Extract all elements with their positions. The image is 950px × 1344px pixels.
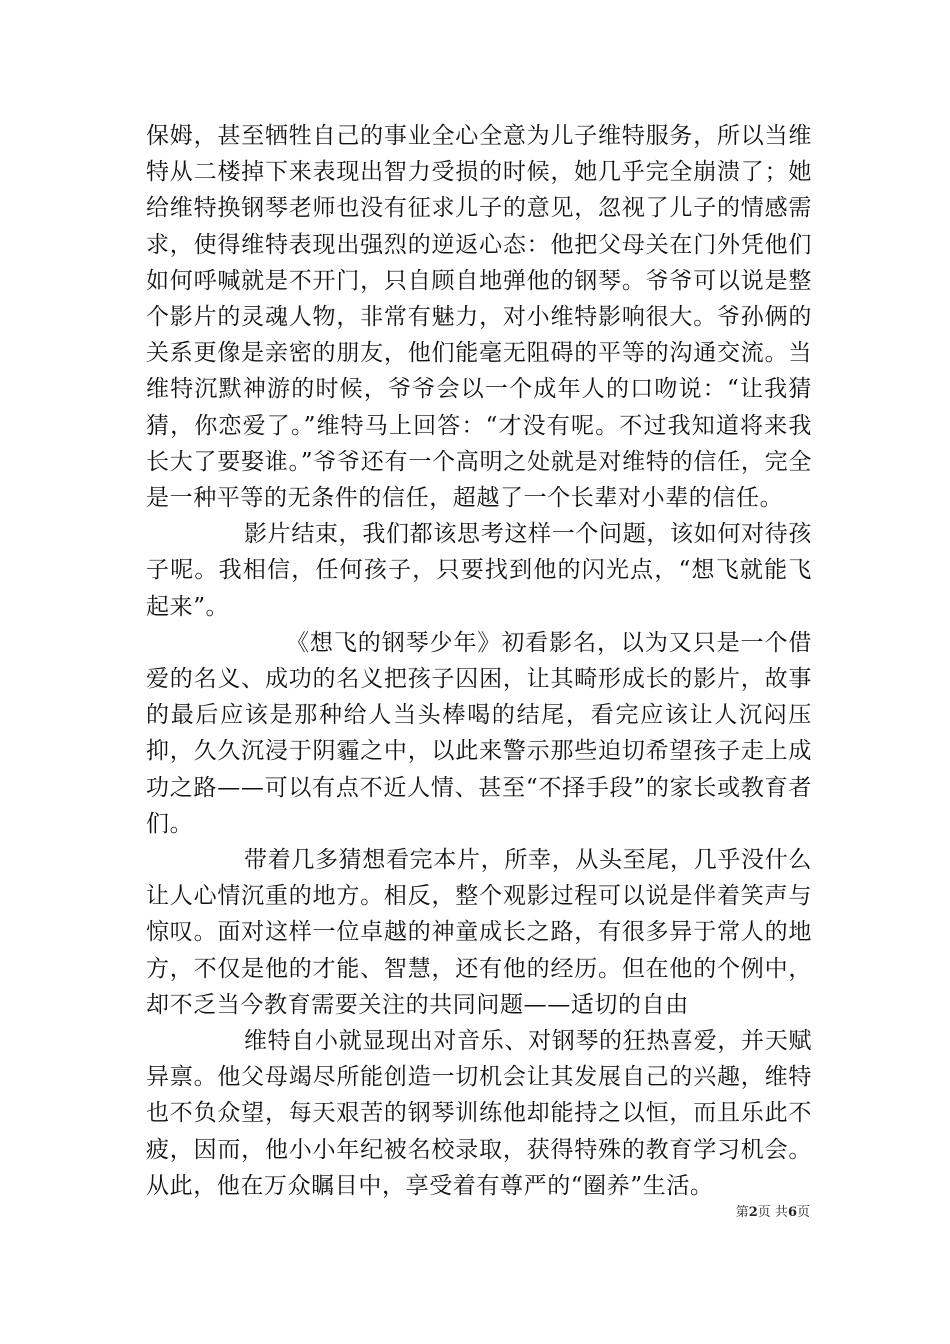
paragraph-5: 维特自小就显现出对音乐、对钢琴的狂热喜爱，并天赋异禀。他父母竭尽所能创造一切机会让其发展自己的兴趣，维特也不负众望，每天艰苦的钢琴训练他却能持之以恒，而且乐此不疲，因而，他小小年纪被名校录取，获得特殊的教育学习机会。从此，他在万众瞩目中，享受着有尊严的“圈养”生活。 — [146, 1028, 812, 1199]
footer-prefix: 第 — [735, 1205, 749, 1220]
paragraph-2: 影片结束，我们都该思考这样一个问题，该如何对待孩子呢。我相信，任何孩子，只要找到他的闪光点，“想飞就能飞起来”。 — [146, 521, 812, 620]
footer-total-pages: 6 — [787, 1205, 797, 1220]
paragraph-1: 保姆，甚至牺牲自己的事业全心全意为儿子维特服务，所以当维特从二楼掉下来表现出智力受损的时候，她几乎完全崩溃了；她给维特换钢琴老师也没有征求儿子的意见，忽视了儿子的情感需求，使得维特表现出强烈的逆返心态：他把父母关在门外凭他们如何呼喊就是不开门，只自顾自地弹他的钢琴。爷爷可以说是整个影片的灵魂人物，非常有魅力，对小维特影响很大。爷孙俩的关系更像是亲密的朋友，他们能毫无阻碍的平等的沟通交流。当维特沉默神游的时候，爷爷会以一个成年人的口吻说：“让我猜猜，你恋爱了。”维特马上回答：“才没有呢。不过我知道将来我长大了要娶谁。”爷爷还有一个高明之处就是对维特的信任，完全是一种平等的无条件的信任，超越了一个长辈对小辈的信任。 — [146, 123, 812, 512]
page-footer — [660, 1204, 810, 1222]
footer-suffix: 页 — [796, 1205, 810, 1220]
footer-current-page: 2 — [748, 1205, 758, 1220]
document-body — [146, 118, 812, 1204]
footer-middle: 页 共 — [757, 1205, 788, 1220]
paragraph-3: 《想飞的钢琴少年》初看影名，以为又只是一个借爱的名义、成功的名义把孩子囚困，让其畸形成长的影片，故事的最后应该是那种给人当头棒喝的结尾，看完应该让人沉闷压抑，久久沉浸于阴霾之中，以此来警示那些迫切希望孩子走上成功之路——可以有点不近人情、甚至“不择手段”的家长或教育者们。 — [146, 629, 812, 837]
paragraph-4: 带着几多猜想看完本片，所幸，从头至尾，几乎没什么让人心情沉重的地方。相反，整个观影过程可以说是伴着笑声与惊叹。面对这样一位卓越的神童成长之路，有很多异于常人的地方，不仅是他的才能、智慧，还有他的经历。但在他的个例中，却不乏当今教育需要关注的共同问题——适切的自由 — [146, 847, 812, 1018]
